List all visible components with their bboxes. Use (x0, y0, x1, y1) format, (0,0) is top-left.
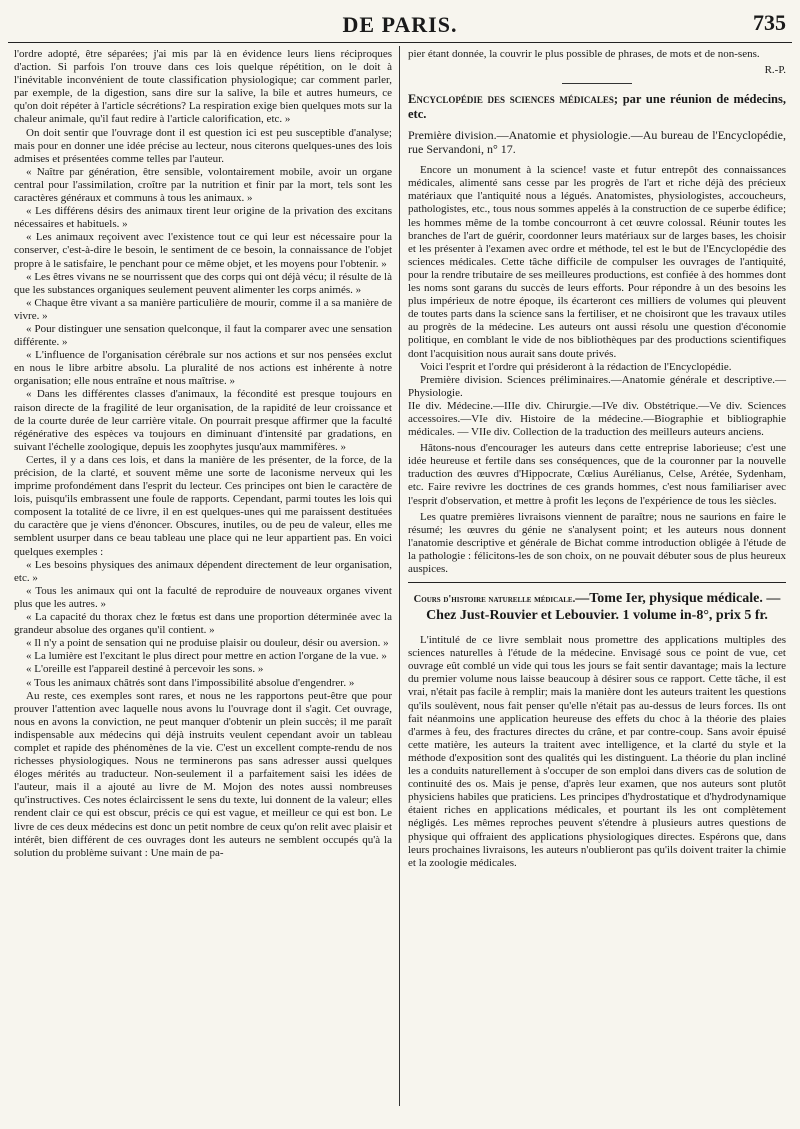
quoted-law: « Les êtres vivans ne se nourrissent que des corps qui ont déjà vécu; il résulte de là que les substances organiques seulement peuvent alimenter les corps animés. » (14, 270, 392, 296)
paragraph: L'intitulé de ce livre semblait nous promettre des applications multiples des sciences naturelles à l'étude de la médecine. Envisagé sous ce point de vue, cet ouvrage eût comblé un vide qui tous les jours se fait sentir davantage; mais la lecture du premier volume nous laisse beaucoup à désirer sous ce rapport. Cette tâche, il est vrai, n'était pas facile à remplir; mais la manière dont les auteurs traitent les questions qu'ils soulèvent, nous fait penser qu'elle n'était pas au-dessus de leurs forces. Ils ont fait néanmoins une application heureuse des effets du choc à la théorie des plaies d'armes à feu, des fractures directes du crâne, et par contre-coup. Sans avoir épuisé cette matière, les auteurs la traitent avec intelligence, et la clarté du style et la méthode d'exposition sont des qualités qui les distinguent. La théorie du plan incliné les a conduits naturellement à s'occuper de son emploi dans divers cas de solution de continuité des os. Mais je pense, d'après leur examen, que nos auteurs sont plutôt physiciens habiles que praticiens. Les principes d'hydrostatique et d'hydrodynamique étaient riches en applications médicales, et pourtant ils les ont complètement négligés. Les mêmes reproches peuvent s'étendre à plusieurs autres questions de physique qui offraient des applications physiologiques directes. Espérons que, dans leurs prochaines livraisons, les auteurs n'oublieront pas qu'ils doivent traiter la chimie et la zoologie médicales. (408, 634, 786, 869)
paragraph: Hâtons-nous d'encourager les auteurs dans cette entreprise laborieuse; c'est une idée heureuse et fertile dans ses conséquences, que de la couronner par la nouvelle traduction des œuvres d'Hippocrate, Cœlius Aurélianus, Celse, Arétée, Sydenham, etc. Faire revivre les doctrines de ces grands hommes, c'est nous familiariser avec l'esprit d'observation, et mettre à profit les leçons de l'expérience de tous les siècles. (408, 442, 786, 507)
quoted-law: « Chaque être vivant a sa manière particulière de mourir, comme il a sa manière de vivre. » (14, 296, 392, 322)
heading-rest: ; par une réunion de médecins, etc. (408, 92, 786, 122)
quoted-law: « Les différens désirs des animaux tirent leur origine de la privation des excitans nécessaires et habituels. » (14, 205, 392, 231)
header-rule (8, 42, 792, 43)
heading-title: Encyclopédie des sciences médicales (408, 92, 614, 107)
quoted-law: « Naître par génération, être sensible, volontairement mobile, avoir un organe central pour l'assimilation, croître par la nutrition et finir par la mort, tels sont les caractères généraux et communs à tous les animaux. » (14, 165, 392, 205)
paragraph: Première division. Sciences préliminaires.—Anatomie générale et descriptive.—Physiologie. (408, 373, 786, 399)
heading-title: Cours d'histoire naturelle médicale. (413, 594, 576, 606)
right-column (408, 48, 786, 870)
quoted-law: « Les besoins physiques des animaux dépendent directement de leur organisation, etc. » (14, 558, 392, 584)
paragraph: Les quatre premières livraisons viennent de paraître; nous ne saurions en faire le résumé; les œuvres du génie ne s'analysent point; et les auteurs nous donnent l'anatomie descriptive et générale de Bichat comme introduction obligée à l'étude de la pathologie : félicitons-les de son choix, on ne pouvait débuter sous de plus heureux auspices. (408, 510, 786, 575)
article-subtitle: Première division.—Anatomie et physiologie.—Au bureau de l'Encyclopédie, rue Servandoni, n° 17. (408, 128, 786, 157)
quoted-law: « Dans les différentes classes d'animaux, la fécondité est presque toujours en raison directe de la fragilité de leur organisation, de la rapidité de leur croissance et de la courte durée de leur carrière vitale. On pourrait presque affirmer que la faculté régénérative des espèces va toujours en diminuant d'intensité par gradations, en suivant l'échelle zoologique, depuis les zoophytes jusqu'aux mammifères. » (14, 388, 392, 453)
paragraph: Voici l'esprit et l'ordre qui présideront à la rédaction de l'Encyclopédie. (420, 360, 732, 373)
quoted-law: « Il n'y a point de sensation qui ne produise plaisir ou douleur, désir ou aversion. » (26, 637, 389, 650)
article-heading-histoire (408, 591, 786, 624)
author-signature: R.-P. (764, 64, 786, 77)
quoted-law: « Les animaux reçoivent avec l'existence tout ce qui leur est nécessaire pour la conserver, c'est-à-dire le besoin, le sentiment de ce besoin, la connaissance de l'objet propre à le satisfaire, le penchant pour ce même objet, et les moyens pour l'obtenir. » (14, 231, 392, 270)
page-header (0, 8, 800, 42)
section-divider (562, 83, 632, 84)
running-title: DE PARIS. (342, 12, 458, 37)
article-heading-encyclopedie (408, 92, 786, 122)
paragraph: Au reste, ces exemples sont rares, et nous ne les rapportons peut-être que pour prouver l'attention avec laquelle nous avons lu l'ouvrage dont il s'agit. Cet ouvrage, nous en avons la conviction, ne peut manquer d'obtenir un plein succès; il me paraît indispensable aux médecins qui déjà instruits veulent cependant avoir un tableau complet et rapide des phénomènes de la vie. C'est un excellent compte-rendu de nos richesses physiologiques. Nous ne terminerons pas sans adresser aussi quelques éloges mérités au traducteur. Non-seulement il a parfaitement saisi les idées de l'auteur, mais il a ajouté au livre de M. Mojon des notes aussi nombreuses qu'instructives. Ces notes éclaircissent le sens du texte, lui donnent de la valeur; elles rendent clair ce qui est obscur, précis ce qui est vague, et meilleur ce qui est bon. Le livre de ces deux médecins est donc un petit nombre de ceux qu'on relit avec plaisir et intérêt, bien différent de ces ouvrages dont les auteurs ne semblent occupés qu'à la solution du problème suivant : Une main de pa- (14, 689, 392, 859)
quoted-law: « L'oreille est l'appareil destiné à percevoir les sons. » (26, 663, 264, 676)
quoted-law: « L'influence de l'organisation cérébrale sur nos actions et sur nos pensées exclut en nous le libre arbitre absolu. La pluralité de nos actions est inhérente à notre organisation; elle nous entraîne et nous maîtrise. » (14, 349, 392, 388)
heading-rest: —Tome Ier, physique médicale. — Chez Just-Rouvier et Lebouvier. 1 volume in-8°, prix 5 fr. (426, 591, 781, 624)
quoted-law: « La capacité du thorax chez le fœtus est dans une proportion déterminée avec la grandeur absolue des organes qu'il contient. » (14, 611, 392, 637)
section-divider (408, 582, 786, 583)
paragraph-continuation: pier étant donnée, la couvrir le plus possible de phrases, de mots et de non-sens. (408, 48, 760, 60)
quoted-law: « Pour distinguer une sensation quelconque, il faut la comparer avec une sensation différente. » (14, 322, 392, 349)
quoted-law: « La lumière est l'excitant le plus direct pour mettre en action l'organe de la vue. » (26, 650, 387, 663)
paragraph: l'ordre adopté, être séparées; j'ai mis par là en évidence leurs liens réciproques d'action. Si parfois l'on trouve dans ces lois quelque répétition, on le doit à l'inévitable inconvénient de toute classification physiologique; car comment parler, par exemple, de la digestion, sans dire sur la salive, la bile et autres humeurs, ce qu'on doit répéter à l'article sécrétions? La respiration exige bien quelques mots sur la chaleur animale, qu'il faut redire à l'article calorification, etc. » (14, 48, 392, 126)
paragraph: IIe div. Médecine.—IIIe div. Chirurgie.—IVe div. Obstétrique.—Ve div. Sciences accessoires.—VIe div. Histoire de la médecine.—Biographie et bibliographie médicales. — VIIe div. Collection de la traduction des meilleurs auteurs anciens. (408, 399, 786, 439)
column-separator (399, 46, 400, 1106)
paragraph: Encore un monument à la science! vaste et futur entrepôt des connaissances médicales, alimenté sans cesse par les progrès de l'art et riche déjà des précieux matériaux que l'antiquité nous a légués. Anatomistes, physiologistes, accoucheurs, pathologistes, etc., tous nous sommes appelés à la construction de ce superbe édifice; les hommes même de la tombe concourront à cet œuvre colossal. Réunir toutes les branches de l'art de guérir, coordonner leurs matériaux sur de larges bases, les choisir et les présenter à l'examen avec ordre et méthode, tel est le but de l'Encyclopédie des sciences médicales. Cette tâche difficile de compulser les ouvrages de l'antiquité, pour la rendre tributaire de ses meilleures productions, est confiée à des hommes dont les noms sont garans du succès de leurs efforts. Pour répondre à un des besoins les plus impérieux de notre époque, ils écarteront ces milliers de volumes qui pleuvent de toutes parts dans la science sans la fertiliser, et ne choisiront que les travaux utiles au progrès de la médecine. Les auteurs ont aussi résolu une question d'économie politique, en comblant le vide de nos bibliothèques par des productions scientifiques dont l'acquisition nous aurait sans doute privés. (408, 164, 786, 360)
left-column (14, 48, 392, 860)
quoted-law: « Tous les animaux qui ont la faculté de reproduire de nouveaux organes vivent plus que les autres. » (14, 584, 392, 610)
page-number: 735 (753, 10, 786, 35)
paragraph: Certes, il y a dans ces lois, et dans la manière de les présenter, de la force, de la précision, de la clarté, et souvent même une sorte de laconisme nerveux qui les imprime profondément dans l'esprit du lecteur. Ces principes ont bien le caractère de lois, puisqu'ils embrassent une foule de rapports. Cependant, parmi toutes les lois qui composent la totalité de ce livre, il en est quelques-unes qui me paraissent destituées du caractère que je viens d'énoncer. Obscures, inutiles, ou de peu de valeur, elles me semblent usurper dans ce beau tableau une place qui ne leur appartient pas. En voici quelques exemples : (14, 453, 392, 558)
paragraph: On doit sentir que l'ouvrage dont il est question ici est peu susceptible d'analyse; mais pour en donner une idée précise au lecteur, nous citerons quelques-unes des lois admises et présentées comme telles par l'auteur. (14, 126, 392, 165)
quoted-law: « Tous les animaux châtrés sont dans l'impossibilité absolue d'engendrer. » (26, 676, 355, 689)
